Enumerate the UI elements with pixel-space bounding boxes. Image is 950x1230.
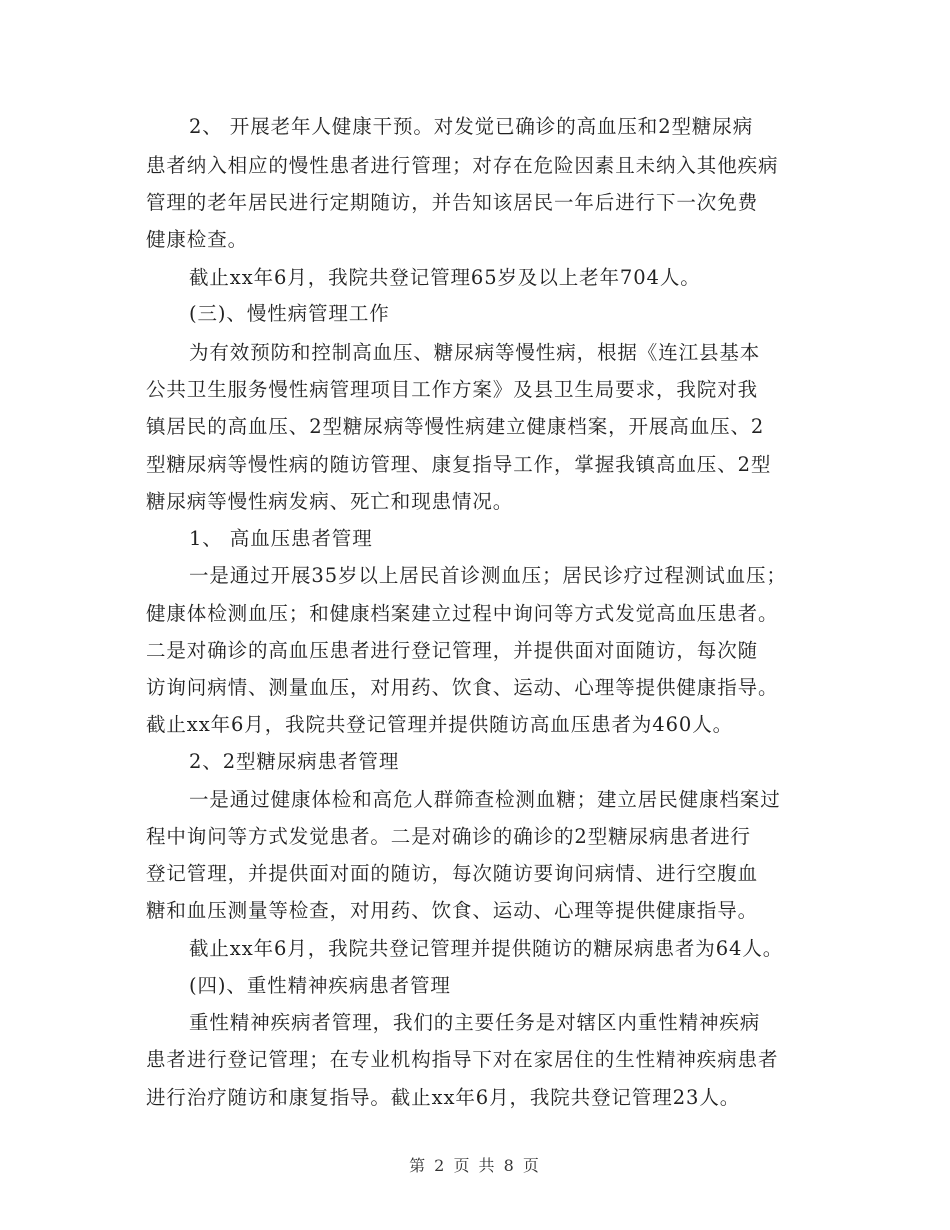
text-line: 为有效预防和控制高血压、糖尿病等慢性病，根据《连江县基本	[189, 341, 761, 364]
text-line: 管理的老年居民进行定期随访，并告知该居民一年后进行下一次免费	[146, 191, 759, 214]
text-line: 截止xx年6月，我院共登记管理65岁及以上老年704人。	[189, 266, 701, 289]
text-line: 患者进行登记管理；在专业机构指导下对在家居住的生性精神疾病患者	[146, 1048, 779, 1071]
text-line: 程中询问等方式发觉患者。二是对确诊的确诊的2型糖尿病患者进行	[146, 825, 751, 848]
text-line: 二是对确诊的高血压患者进行登记管理，并提供面对面随访，每次随	[146, 639, 759, 662]
text-line: 截止xx年6月，我院共登记管理并提供随访的糖尿病患者为64人。	[189, 937, 784, 960]
text-line: 进行治疗随访和康复指导。截止xx年6月，我院共登记管理23人。	[146, 1086, 741, 1109]
section-heading: (三)、慢性病管理工作	[189, 302, 390, 325]
text-line: 健康检查。	[146, 228, 249, 251]
text-line: 重性精神疾病者管理，我们的主要任务是对辖区内重性精神疾病	[189, 1011, 761, 1034]
section-heading: (四)、重性精神疾病患者管理	[189, 974, 451, 997]
page-number-footer: 第 2 页 共 8 页	[409, 1156, 541, 1175]
text-line: 患者纳入相应的慢性患者进行管理；对存在危险因素且未纳入其他疾病	[146, 154, 779, 177]
text-line: 糖尿病等慢性病发病、死亡和现患情况。	[146, 490, 514, 513]
text-line: 2、 开展老年人健康干预。对发觉已确诊的高血压和2型糖尿病	[189, 115, 754, 138]
text-line: 镇居民的高血压、2型糖尿病等慢性病建立健康档案，开展高血压、2	[146, 415, 765, 438]
text-line: 登记管理，并提供面对面的随访，每次随访要询问病情、进行空腹血	[146, 862, 759, 885]
section-heading: 2、2型糖尿病患者管理	[189, 750, 400, 773]
text-line: 糖和血压测量等检查，对用药、饮食、运动、心理等提供健康指导。	[146, 899, 759, 922]
text-line: 型糖尿病等慢性病的随访管理、康复指导工作，掌握我镇高血压、2型	[146, 453, 772, 476]
text-line: 公共卫生服务慢性病管理项目工作方案》及县卫生局要求，我院对我	[146, 378, 759, 401]
text-line: 健康体检测血压；和健康档案建立过程中询问等方式发觉高血压患者。	[146, 602, 779, 625]
text-line: 一是通过健康体检和高危人群筛查检测血糖；建立居民健康档案过	[189, 788, 781, 811]
section-heading: 1、 高血压患者管理	[189, 527, 373, 550]
text-line: 访询问病情、测量血压，对用药、饮食、运动、心理等提供健康指导。	[146, 676, 779, 699]
text-line: 一是通过开展35岁以上居民首诊测血压；居民诊疗过程测试血压；	[189, 564, 787, 587]
text-line: 截止xx年6月，我院共登记管理并提供随访高血压患者为460人。	[146, 713, 734, 736]
